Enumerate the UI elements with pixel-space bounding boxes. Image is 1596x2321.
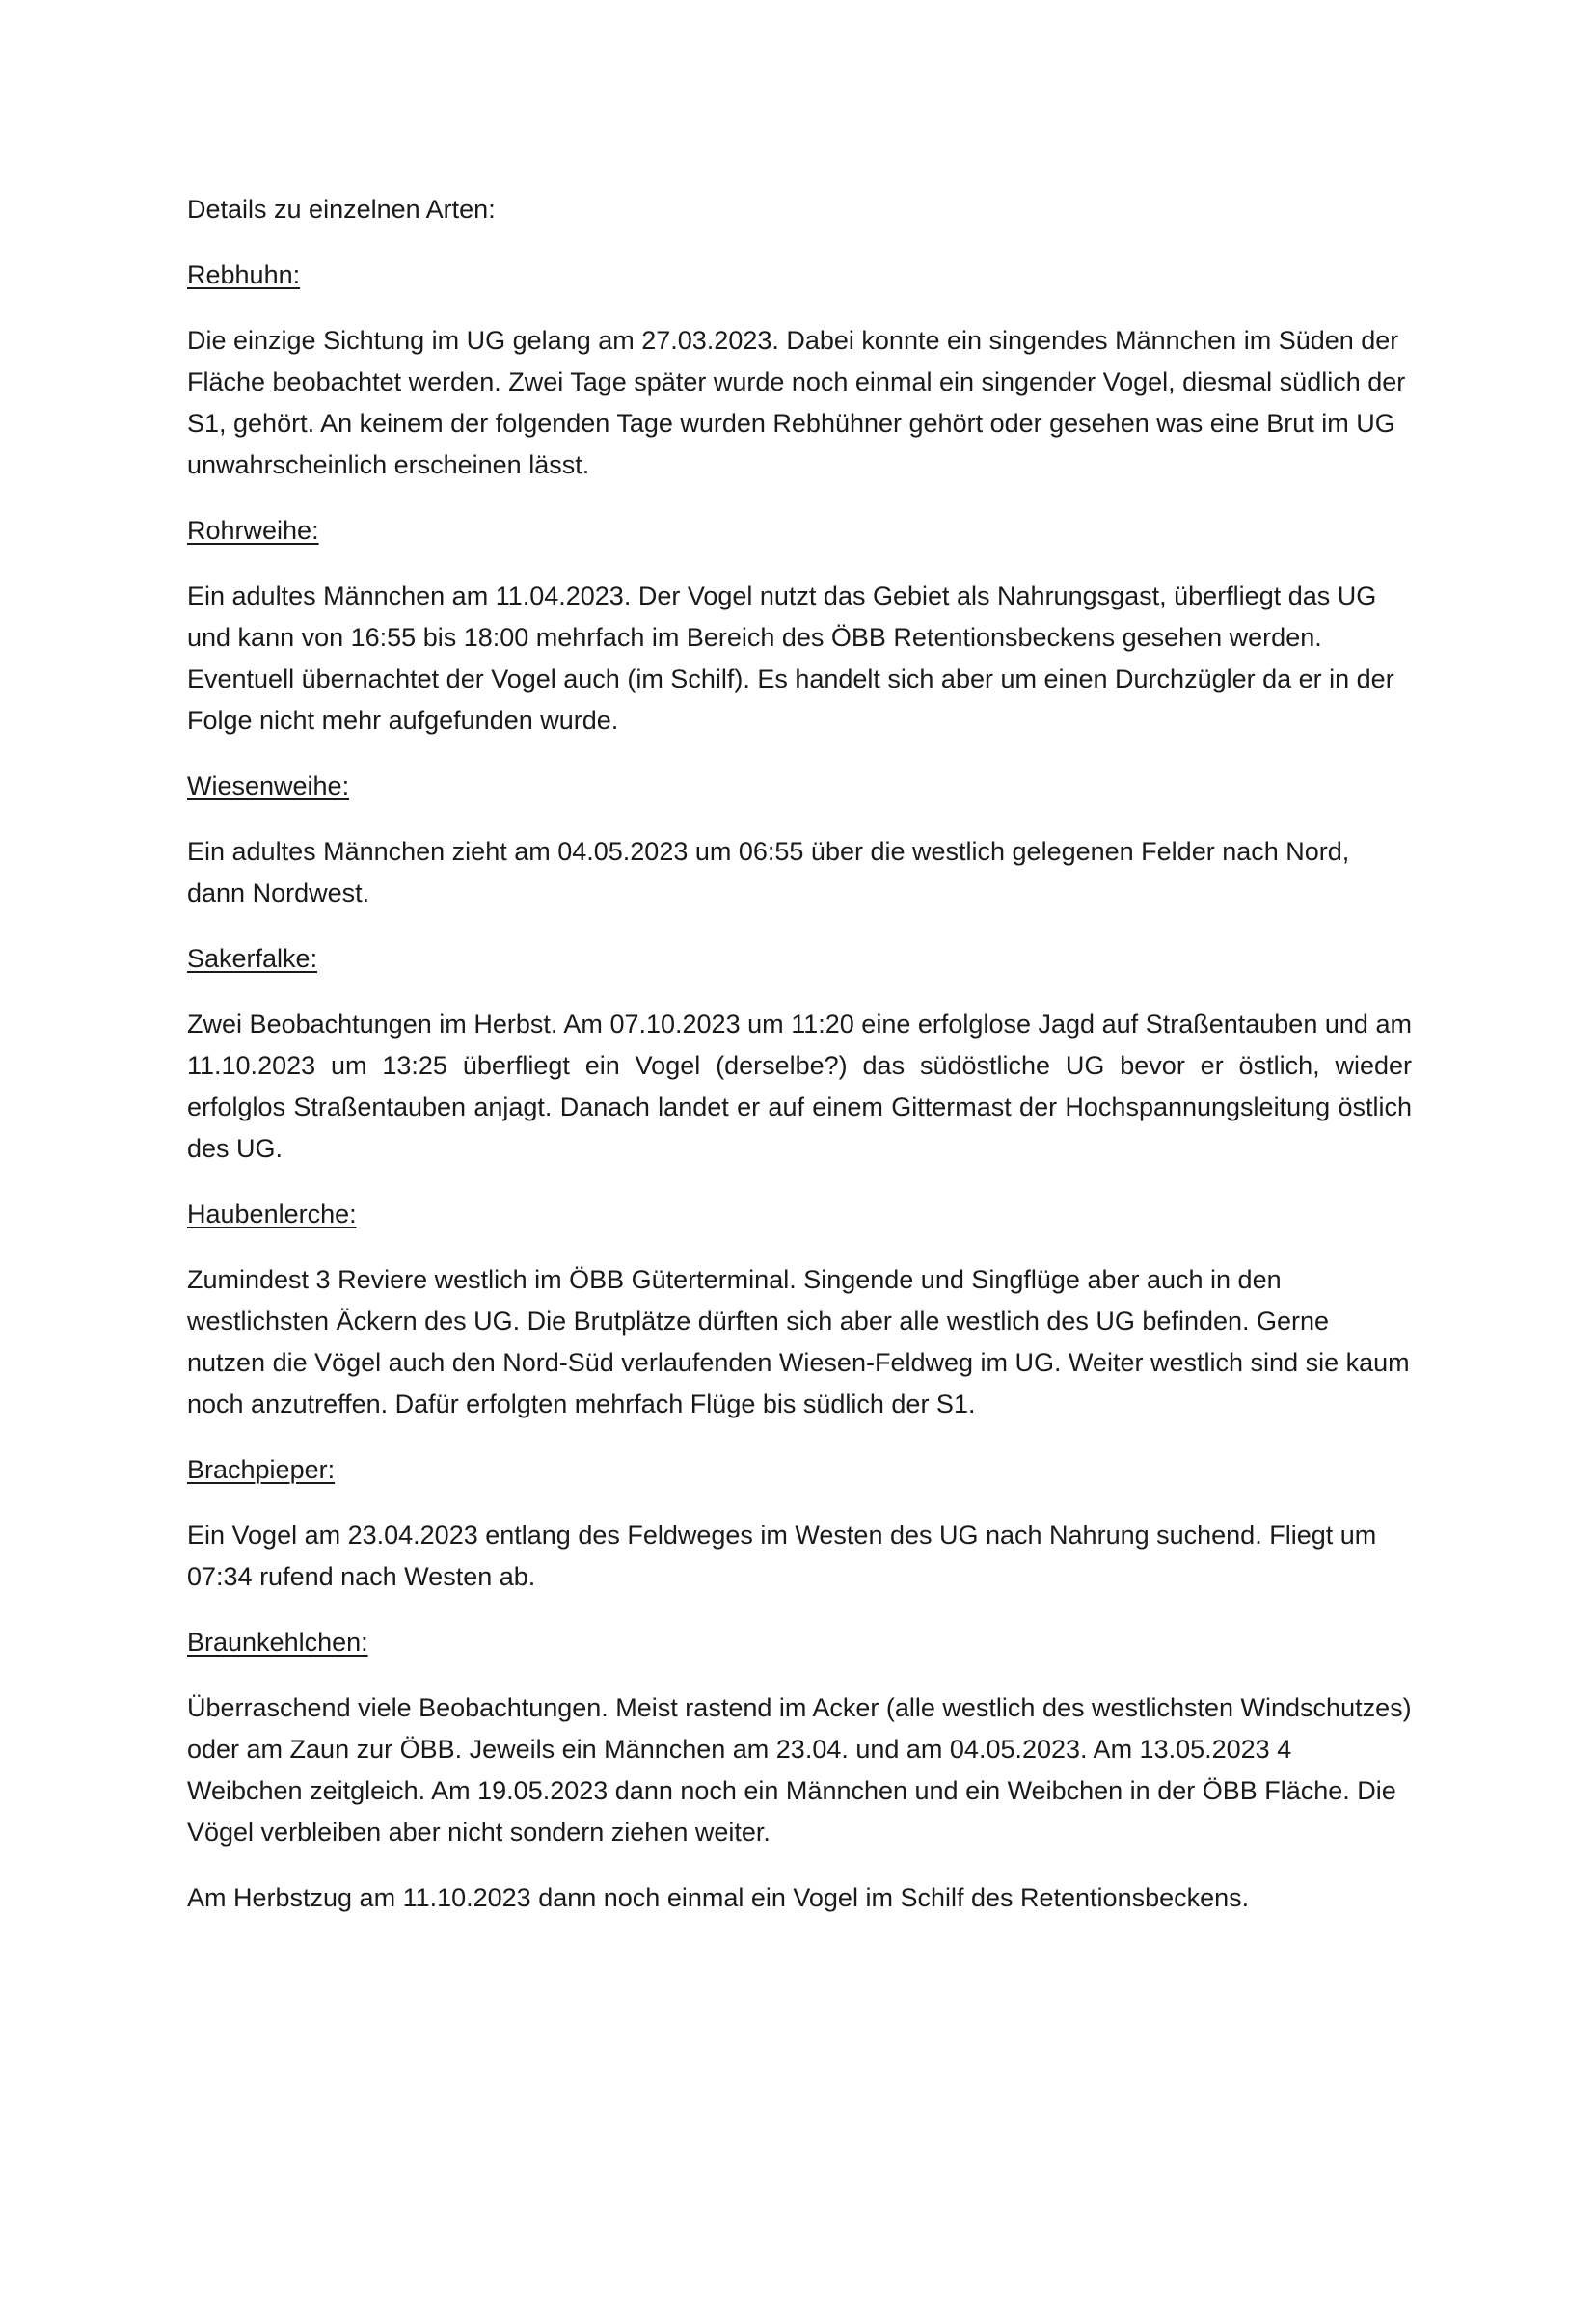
- section-paragraph-rohrweihe: Ein adultes Männchen am 11.04.2023. Der Vogel nutzt das Gebiet als Nahrungsgast, überfliegt das UG und kann von 16:55 bis 18:00 mehrfach im Bereich des ÖBB Retentionsbeckens gesehen werden. Eventuell übernachtet der Vogel auch (im Schilf). Es handelt sich aber um einen Durchzügler da er in der Folge nicht mehr aufgefunden wurde.: [187, 581, 1394, 735]
- section-heading-wiesenweihe: Wiesenweihe:: [187, 771, 350, 800]
- section-heading-brachpieper: Brachpieper:: [187, 1455, 336, 1484]
- intro-text: Details zu einzelnen Arten:: [187, 195, 496, 224]
- section-paragraph-sakerfalke: Zwei Beobachtungen im Herbst. Am 07.10.2023 um 11:20 eine erfolglose Jagd auf Straßentauben und am 11.10.2023 um 13:25 überfliegt ein Vogel (derselbe?) das südöstliche UG bevor er östlich, wieder erfolglos Straßentauben anjagt. Danach landet er auf einem Gittermast der Hochspannungsleitung östlich des UG.: [187, 1010, 1412, 1163]
- section-heading-sakerfalke: Sakerfalke:: [187, 944, 318, 973]
- section-heading-rebhuhn: Rebhuhn:: [187, 260, 301, 289]
- section-paragraph-rebhuhn: Die einzige Sichtung im UG gelang am 27.03.2023. Dabei konnte ein singendes Männchen im Süden der Fläche beobachtet werden. Zwei Tage später wurde noch einmal ein singender Vogel, diesmal südlich der S1, gehört. An keinem der folgenden Tage wurden Rebhühner gehört oder gesehen was eine Brut im UG unwahrscheinlich erscheinen lässt.: [187, 326, 1406, 479]
- section-heading-braunkehlchen: Braunkehlchen:: [187, 1628, 368, 1657]
- section-heading-rohrweihe: Rohrweihe:: [187, 516, 319, 545]
- section-paragraph-braunkehlchen-herbst: Am Herbstzug am 11.10.2023 dann noch einmal ein Vogel im Schilf des Retentionsbeckens.: [187, 1883, 1250, 1912]
- section-paragraph-brachpieper: Ein Vogel am 23.04.2023 entlang des Feldweges im Westen des UG nach Nahrung suchend. Fliegt um 07:34 rufend nach Westen ab.: [187, 1521, 1377, 1591]
- document-body: [187, 189, 1412, 1943]
- section-paragraph-braunkehlchen: Überraschend viele Beobachtungen. Meist rastend im Acker (alle westlich des westlichsten Windschutzes) oder am Zaun zur ÖBB. Jeweils ein Männchen am 23.04. und am 04.05.2023. Am 13.05.2023 4 Weibchen zeitgleich. Am 19.05.2023 dann noch ein Männchen und ein Weibchen in der ÖBB Fläche. Die Vögel verbleiben aber nicht sondern ziehen weiter.: [187, 1693, 1412, 1847]
- section-paragraph-wiesenweihe: Ein adultes Männchen zieht am 04.05.2023 um 06:55 über die westlich gelegenen Felder nach Nord, dann Nordwest.: [187, 837, 1350, 907]
- section-heading-haubenlerche: Haubenlerche:: [187, 1200, 357, 1228]
- section-paragraph-haubenlerche: Zumindest 3 Reviere westlich im ÖBB Güterterminal. Singende und Singflüge aber auch in den westlichsten Äckern des UG. Die Brutplätze dürften sich aber alle westlich des UG befinden. Gerne nutzen die Vögel auch den Nord-Süd verlaufenden Wiesen-Feldweg im UG. Weiter westlich sind sie kaum noch anzutreffen. Dafür erfolgten mehrfach Flüge bis südlich der S1.: [187, 1265, 1410, 1418]
